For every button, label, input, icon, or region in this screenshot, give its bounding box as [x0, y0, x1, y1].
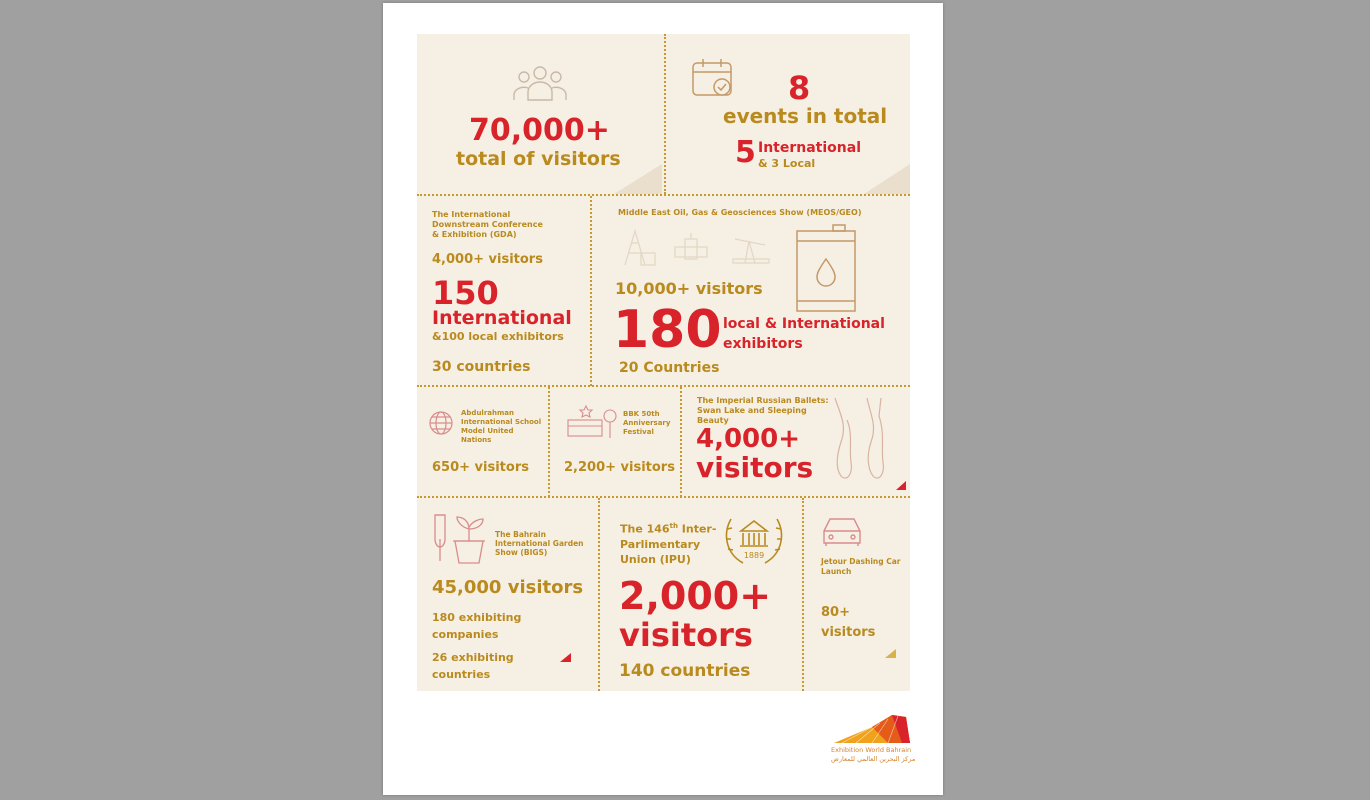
- pipeline-valve-icon: [673, 231, 709, 265]
- garden-countries: 26 exhibiting countries: [432, 651, 514, 681]
- ipu-emblem-year: 1889: [743, 551, 765, 560]
- garden-title: The Bahrain International Garden Show (BIGS): [495, 530, 584, 557]
- international-label: International: [758, 140, 862, 156]
- corner-decoration: [864, 164, 910, 194]
- model-un-title: Abdulrahman International School Model United Nations: [461, 409, 542, 444]
- ipu-title: The 146th Inter-Parlimentary Union (IPU): [620, 522, 717, 566]
- document-page: [383, 3, 943, 795]
- gda-card: [417, 197, 590, 385]
- garden-visitors: 45,000 visitors: [432, 577, 584, 598]
- local-label: & 3 Local: [758, 157, 816, 170]
- gda-title: The International Downstream Conference & Exhibition (GDA): [432, 210, 543, 239]
- plant-pot-icon: [431, 511, 485, 567]
- logo-mark-icon: [832, 713, 912, 745]
- logo-name-ar: مركز البحرين العالمي للمعارض: [831, 755, 916, 763]
- meos-title: Middle East Oil, Gas & Geosciences Show (MEOS/GEO): [618, 208, 862, 217]
- ipu-visitors-label: visitors: [619, 616, 753, 654]
- people-group-icon: [512, 64, 568, 102]
- ballet-card: [683, 388, 910, 496]
- calendar-check-icon: [691, 57, 735, 99]
- corner-marker: [560, 653, 571, 662]
- garden-card: [417, 499, 598, 691]
- bbk-visitors: 2,200+ visitors: [564, 460, 675, 475]
- corner-marker: [885, 649, 896, 658]
- divider-row2: [590, 196, 592, 386]
- car-icon: [820, 513, 864, 547]
- exhibition-world-bahrain-logo: [828, 713, 918, 773]
- events-count: 8: [788, 69, 811, 107]
- divider-row1: [417, 194, 910, 196]
- gda-exhibitors-number: 150: [432, 274, 499, 312]
- meos-card: [593, 197, 910, 385]
- pump-jack-icon: [731, 231, 771, 265]
- ballet-title: The Imperial Russian Ballets: Swan Lake and Sleeping Beauty: [697, 396, 829, 425]
- meos-countries: 20 Countries: [619, 360, 720, 376]
- total-visitors-number: 70,000+: [469, 113, 610, 148]
- gda-exhibitors-intl: International: [432, 307, 572, 329]
- ipu-countries: 140 countries: [619, 661, 751, 681]
- globe-icon: [428, 410, 454, 436]
- bbk-title: BBK 50th Anniversary Festival: [623, 410, 671, 436]
- model-un-card: [417, 388, 548, 496]
- jetour-visitors-number: 80+: [821, 605, 850, 620]
- corner-marker: [896, 481, 906, 490]
- ipu-card: [601, 499, 802, 691]
- gda-visitors: 4,000+ visitors: [432, 252, 543, 267]
- ballet-visitors-label: visitors: [696, 451, 814, 484]
- jetour-title: Jetour Dashing Car Launch: [821, 557, 901, 576]
- divider-row3b: [680, 387, 682, 497]
- divider-row4b: [802, 498, 804, 691]
- oil-rig-icon: [621, 227, 657, 267]
- ballet-shoes-icon: [827, 396, 893, 482]
- total-visitors-card: [417, 34, 664, 194]
- jetour-card: [805, 499, 910, 691]
- corner-decoration: [614, 164, 662, 194]
- meos-exhibitors-label: local & International exhibitors: [723, 316, 885, 352]
- divider-row4a: [598, 498, 600, 691]
- ballet-visitors-number: 4,000+: [696, 424, 801, 454]
- meos-exhibitors-number: 180: [613, 300, 722, 360]
- gda-countries: 30 countries: [432, 359, 531, 375]
- infographic-panel: [417, 34, 910, 691]
- ipu-visitors-number: 2,000+: [619, 574, 772, 618]
- divider-row3-bottom: [417, 496, 910, 498]
- ipu-emblem-icon: [721, 507, 787, 569]
- total-visitors-label: total of visitors: [456, 148, 621, 170]
- jetour-visitors-label: visitors: [821, 625, 876, 640]
- oil-barrel-icon: [795, 223, 857, 313]
- festival-icon: [566, 404, 620, 440]
- events-card: [666, 34, 910, 194]
- international-count: 5: [735, 135, 756, 170]
- events-label: events in total: [723, 104, 888, 128]
- logo-name-en: Exhibition World Bahrain: [831, 746, 912, 754]
- meos-visitors: 10,000+ visitors: [615, 279, 763, 298]
- bbk-card: [550, 388, 680, 496]
- gda-exhibitors-local: &100 local exhibitors: [432, 330, 564, 343]
- garden-companies: 180 exhibiting companies: [432, 611, 522, 641]
- model-un-visitors: 650+ visitors: [432, 460, 529, 475]
- divider-row2-bottom: [417, 385, 910, 387]
